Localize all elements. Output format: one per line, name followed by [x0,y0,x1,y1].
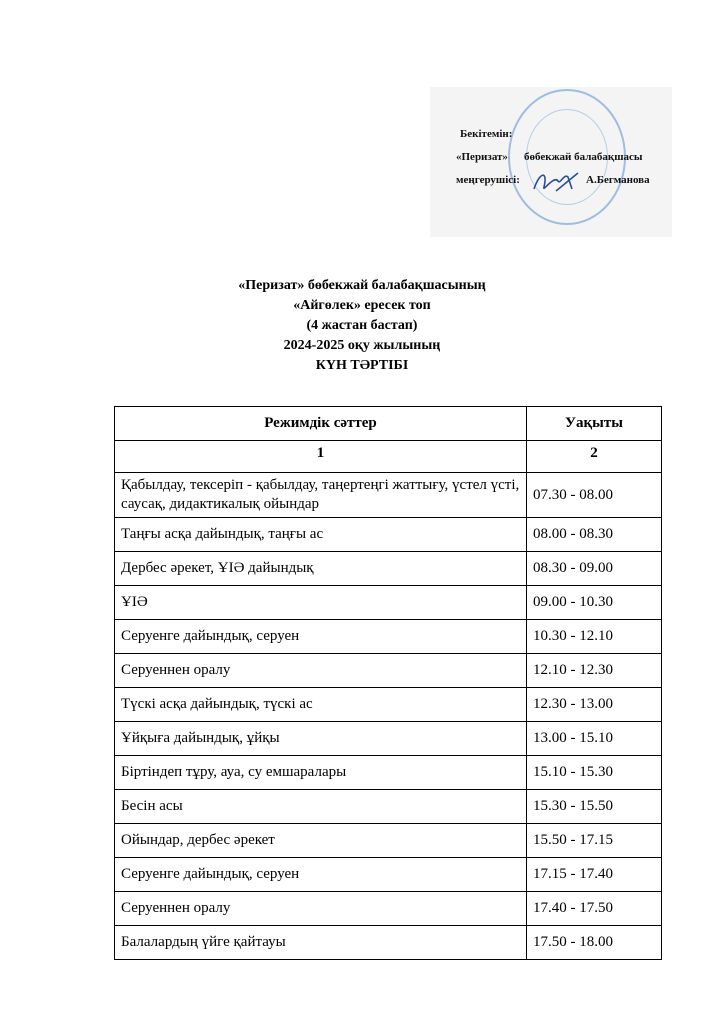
time-cell: 13.00 - 15.10 [527,722,662,756]
activity-cell: Таңғы асқа дайындық, таңғы ас [115,518,527,552]
table-row [115,790,662,824]
approval-stamp-block [430,87,672,237]
time-cell: 09.00 - 10.30 [527,586,662,620]
approval-position: меңгерушісі: [456,174,520,186]
time-cell: 17.50 - 18.00 [527,926,662,960]
page-title-line-4: 2024-2025 оқу жылының [283,338,441,353]
page-title-line-5: КҮН ТӘРТІБІ [315,358,409,373]
time-cell: 15.10 - 15.30 [527,756,662,790]
activity-cell: Түскі асқа дайындық, түскі ас [115,688,527,722]
column-header-time: Уақыты [527,407,662,441]
schedule-table [114,406,662,960]
activity-cell: ҰІӘ [115,586,527,620]
table-row [115,552,662,586]
activity-cell: Ойындар, дербес әрекет [115,824,527,858]
activity-cell: Қабылдау, тексеріп - қабылдау, таңертеңгі жаттығу, үстел үсті, саусақ, дидактикалық ойындар [115,473,527,518]
table-row [115,473,662,518]
table-header-row [115,407,662,441]
activity-cell: Бесін асы [115,790,527,824]
activity-cell: Серуенге дайындық, серуен [115,858,527,892]
activity-cell: Серуеннен оралу [115,892,527,926]
table-row [115,620,662,654]
time-cell: 17.15 - 17.40 [527,858,662,892]
approval-org-name: «Перизат» [456,151,508,163]
time-cell: 08.30 - 09.00 [527,552,662,586]
time-cell: 17.40 - 17.50 [527,892,662,926]
column-number-row [115,441,662,473]
approval-label: Бекітемін: [460,128,513,140]
time-cell: 12.10 - 12.30 [527,654,662,688]
table-row [115,756,662,790]
activity-cell: Ұйқыға дайындық, ұйқы [115,722,527,756]
signature-icon [526,167,586,197]
column-number-1: 1 [115,441,527,473]
table-row [115,926,662,960]
time-cell: 15.50 - 17.15 [527,824,662,858]
page-title-line-3: (4 жастан бастап) [306,318,418,333]
table-row [115,824,662,858]
table-row [115,722,662,756]
activity-cell: Серуеннен оралу [115,654,527,688]
column-header-activity: Режимдік сәттер [115,407,527,441]
table-row [115,586,662,620]
activity-cell: Біртіндеп тұру, ауа, су емшаралары [115,756,527,790]
approval-org-type: бөбекжай балабақшасы [524,151,643,163]
activity-cell: Балалардың үйге қайтауы [115,926,527,960]
activity-cell: Серуенге дайындық, серуен [115,620,527,654]
time-cell: 07.30 - 08.00 [527,473,662,518]
time-cell: 10.30 - 12.10 [527,620,662,654]
approval-signatory: А.Бегманова [586,174,650,186]
time-cell: 08.00 - 08.30 [527,518,662,552]
table-row [115,688,662,722]
time-cell: 15.30 - 15.50 [527,790,662,824]
column-number-2: 2 [527,441,662,473]
table-row [115,858,662,892]
table-row [115,518,662,552]
table-row [115,892,662,926]
page-title-line-2: «Айгөлек» ересек топ [293,298,431,313]
time-cell: 12.30 - 13.00 [527,688,662,722]
table-row [115,654,662,688]
activity-cell: Дербес әрекет, ҰІӘ дайындық [115,552,527,586]
page-title-line-1: «Перизат» бөбекжай балабақшасының [238,278,486,293]
